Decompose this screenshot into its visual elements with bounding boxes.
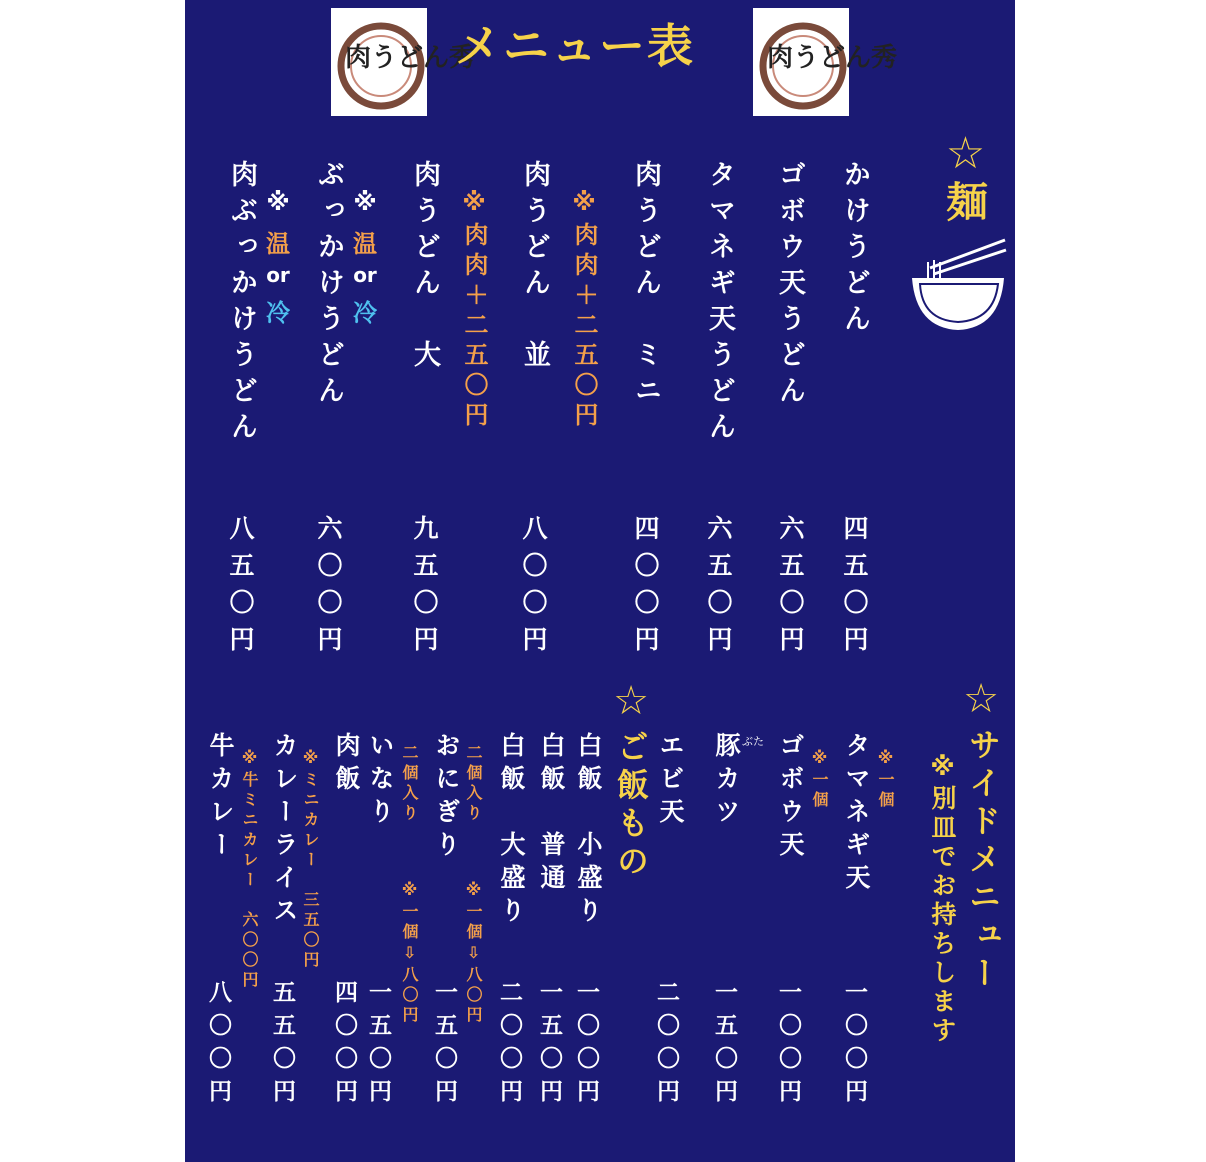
rice-item-price: 二〇〇円 xyxy=(496,980,522,1112)
noodle-item-name: 肉うどん ミニ xyxy=(630,160,661,412)
rice-item-note: ※一個⇩八〇円 xyxy=(464,880,483,1026)
logo-icon xyxy=(331,8,476,116)
rice-item-price: 一五〇円 xyxy=(536,980,562,1112)
logo-left xyxy=(331,8,476,116)
noodle-item-name: かけうどん xyxy=(839,160,870,340)
side-menu-note: ※別皿でお持ちします xyxy=(928,752,957,1046)
note-cold: 冷 xyxy=(353,299,377,327)
note-cold: 冷 xyxy=(266,299,290,327)
noodle-item-price: 六〇〇円 xyxy=(314,515,343,663)
noodle-item-name: タマネギ天うどん xyxy=(704,160,735,448)
side-item-price: 一〇〇円 xyxy=(775,980,801,1112)
page-title: メニュー表 xyxy=(455,19,695,73)
rice-item-note: 二個入り xyxy=(400,744,419,824)
logo-right xyxy=(753,8,898,116)
rice-item-note: ※牛ミニカレー 六〇〇円 xyxy=(240,748,259,991)
noodle-note: ※肉肉＋二五〇円 xyxy=(460,188,488,432)
noodle-item-name: 肉うどん 並 xyxy=(519,160,550,376)
rice-item-note: ※一個⇩八〇円 xyxy=(400,880,419,1026)
note-mark: ※ xyxy=(353,188,377,216)
rice-item-price: 四〇〇円 xyxy=(331,980,357,1112)
rice-item-name: いなり xyxy=(366,732,395,831)
noodle-item-price: 九五〇円 xyxy=(410,515,439,663)
rice-item-name: 白飯 小盛り xyxy=(574,732,603,930)
side-item-name: タマネギ天 xyxy=(842,732,871,897)
noodle-item-name: ゴボウ天うどん xyxy=(774,160,805,412)
note-or: or xyxy=(353,263,377,287)
rice-item-price: 八〇〇円 xyxy=(205,980,231,1112)
rice-item-note: ※ミニカレー 三五〇円 xyxy=(301,748,320,971)
noodle-item-price: 四五〇円 xyxy=(840,515,869,663)
niku-bukkake-temp-note xyxy=(258,188,298,328)
side-item-name: エビ天 xyxy=(656,732,685,831)
note-mark: ※ xyxy=(266,188,290,216)
logo-icon xyxy=(753,8,898,116)
rice-item-name: 白飯 大盛り xyxy=(497,732,526,930)
rice-item-name: 牛カレー xyxy=(206,732,235,864)
noodle-item-name: 肉ぶっかけうどん xyxy=(226,160,257,448)
noodle-item-name: 肉うどん 大 xyxy=(409,160,440,376)
rice-item-name: 肉飯 xyxy=(332,732,361,798)
noodle-item-price: 六五〇円 xyxy=(704,515,733,663)
side-item-name: 豚カツ xyxy=(712,732,741,831)
note-warm: 温 xyxy=(266,230,290,258)
rice-item-name: カレーライス xyxy=(270,732,299,930)
noodles-heading: 麺 xyxy=(940,180,989,228)
star-icon: ☆ xyxy=(608,678,654,724)
noodle-item-price: 四〇〇円 xyxy=(631,515,660,663)
side-item-price: 一〇〇円 xyxy=(841,980,867,1112)
side-item-price: 一五〇円 xyxy=(711,980,737,1112)
bowl-icon xyxy=(910,238,1008,334)
rice-item-note: 二個入り xyxy=(464,744,483,824)
rice-item-price: 一〇〇円 xyxy=(573,980,599,1112)
note-warm: 温 xyxy=(353,230,377,258)
star-icon: ☆ xyxy=(958,676,1004,722)
side-menu-heading: サイドメニュー xyxy=(964,728,1002,994)
rice-item-name: おにぎり xyxy=(432,732,461,864)
rice-item-name: 白飯 普通 xyxy=(537,732,566,897)
svg-text:肉うどん秀: 肉うどん秀 xyxy=(767,43,898,73)
rice-item-price: 一五〇円 xyxy=(365,980,391,1112)
svg-text:肉うどん秀: 肉うどん秀 xyxy=(345,43,476,73)
noodle-item-price: 八〇〇円 xyxy=(519,515,548,663)
bukkake-temp-note xyxy=(345,188,385,328)
side-item-name: ゴボウ天 xyxy=(776,732,805,864)
side-item-note: ※一個 xyxy=(876,748,895,811)
noodle-item-name: ぶっかけうどん xyxy=(313,160,344,412)
star-icon: ☆ xyxy=(940,128,991,179)
side-item-price: 二〇〇円 xyxy=(653,980,679,1112)
noodle-note: ※肉肉＋二五〇円 xyxy=(570,188,598,432)
rice-item-price: 五五〇円 xyxy=(269,980,295,1112)
noodle-item-price: 六五〇円 xyxy=(776,515,805,663)
rice-heading: ご飯もの xyxy=(612,730,650,882)
noodle-item-price: 八五〇円 xyxy=(226,515,255,663)
note-or: or xyxy=(266,263,290,287)
side-item-note: ※一個 xyxy=(810,748,829,811)
rice-item-price: 一五〇円 xyxy=(431,980,457,1112)
side-item-ruby: ぶた xyxy=(742,735,764,748)
